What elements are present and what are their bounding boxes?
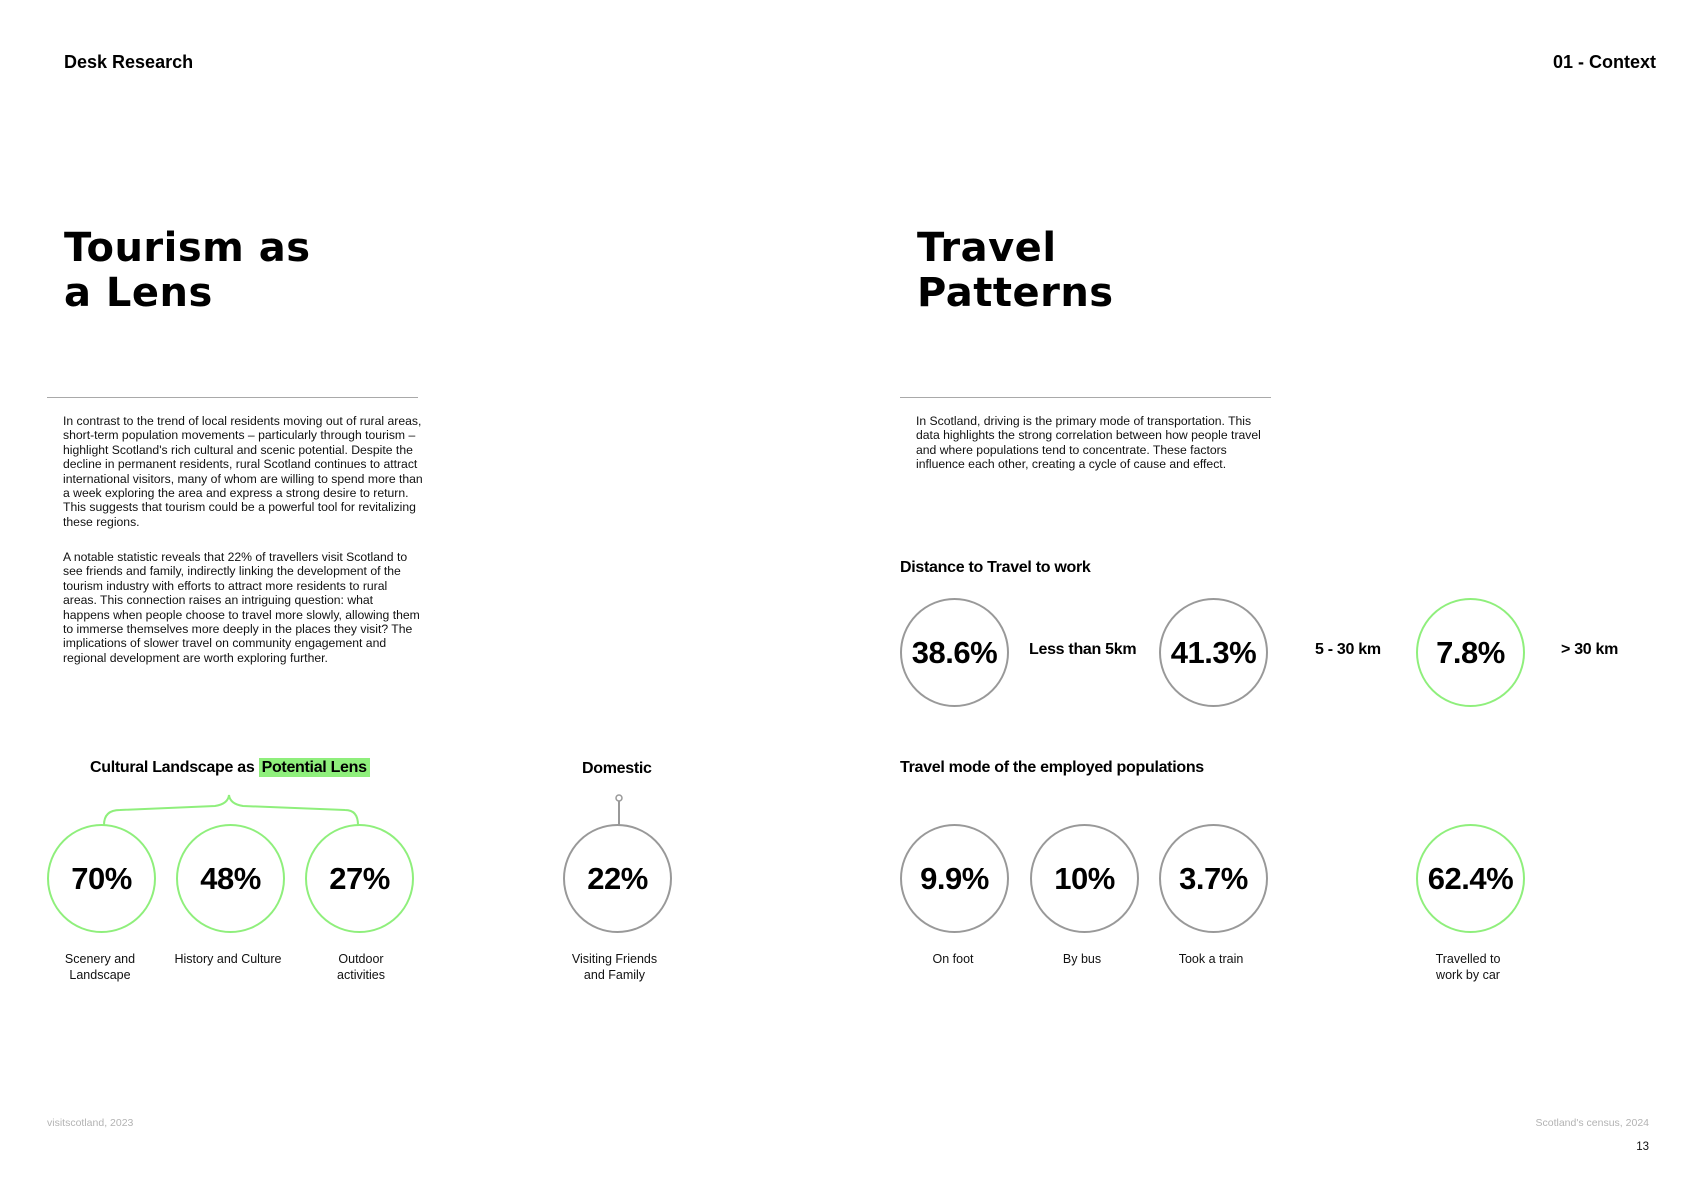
mode-circle-train: 3.7% [1159, 824, 1268, 933]
distance-label-under-5km: Less than 5km [1029, 641, 1137, 658]
mode-circle-bus: 10% [1030, 824, 1139, 933]
caption-car: Travelled to work by car [1435, 952, 1501, 982]
right-title-line2: Patterns [917, 270, 1114, 316]
domestic-connector-dot [616, 795, 622, 801]
header-left: Desk Research [64, 52, 194, 72]
distance-label-over-30km: > 30 km [1561, 641, 1619, 658]
caption-on-foot: On foot [932, 952, 974, 966]
right-paragraph: In Scotland, driving is the primary mode of transportation. This data highlights the strong correlation between how people travel and where populations tend to concentrate. These factors influence each other, creating a cycle of cause and effect. [916, 414, 1261, 472]
caption-outdoor: Outdoor activities [337, 952, 385, 982]
travel-mode-label: Travel mode of the employed populations [900, 759, 1204, 776]
mode-circle-car: 62.4% [1416, 824, 1525, 933]
left-paragraph-2: A notable statistic reveals that 22% of travellers visit Scotland to see friends and family, indirectly linking the development of the tourism industry with efforts to attract more residents to rural areas. This connection raises an intriguing question: what happens when people choose to travel more slowly, allowing them to immerse themselves more deeply in the places they visit? The implications of slower travel on community engagement and regional development are worth exploring further. [63, 550, 420, 665]
left-title-line1: Tourism as [64, 225, 311, 271]
caption-scenery: Scenery and Landscape [64, 952, 136, 982]
distance-label: Distance to Travel to work [900, 559, 1091, 576]
distance-circle-under-5km: 38.6% [900, 598, 1009, 707]
domestic-label: Domestic [582, 760, 652, 777]
left-title-line2: a Lens [64, 270, 213, 316]
cultural-bracket [104, 795, 358, 825]
stat-circle-friends-family: 22% [563, 824, 672, 933]
distance-label-5-30km: 5 - 30 km [1315, 641, 1381, 658]
stat-circle-history: 48% [176, 824, 285, 933]
caption-history: History and Culture [174, 952, 282, 966]
cultural-label-prefix: Cultural Landscape as [90, 759, 255, 776]
page-number: 13 [1636, 1141, 1649, 1153]
header-right: 01 - Context [1552, 52, 1656, 72]
distance-circle-5-30km: 41.3% [1159, 598, 1268, 707]
right-title [917, 226, 1114, 316]
caption-bus: By bus [1062, 952, 1102, 966]
stat-circle-scenery: 70% [47, 824, 156, 933]
right-title-line1: Travel [917, 225, 1057, 271]
left-source: visitscotland, 2023 [47, 1117, 134, 1129]
right-source: Scotland's census, 2024 [1535, 1117, 1649, 1129]
right-divider [900, 397, 1271, 398]
stat-circle-outdoor: 27% [305, 824, 414, 933]
left-paragraph-1: In contrast to the trend of local residents moving out of rural areas, short-term population movements – particularly through tourism – highlight Scotland's rich cultural and scenic potential. Despite the decline in permanent residents, rural Scotland continues to attract international visitors, many of whom are willing to spend more than a week exploring the area and express a strong desire to return. This suggests that tourism could be a powerful tool for revitalizing these regions. [63, 414, 423, 529]
caption-friends-family: Visiting Friends and Family [571, 952, 658, 982]
distance-circle-over-30km: 7.8% [1416, 598, 1525, 707]
caption-train: Took a train [1178, 952, 1244, 966]
mode-circle-on-foot: 9.9% [900, 824, 1009, 933]
cultural-label-highlight: Potential Lens [259, 758, 370, 777]
